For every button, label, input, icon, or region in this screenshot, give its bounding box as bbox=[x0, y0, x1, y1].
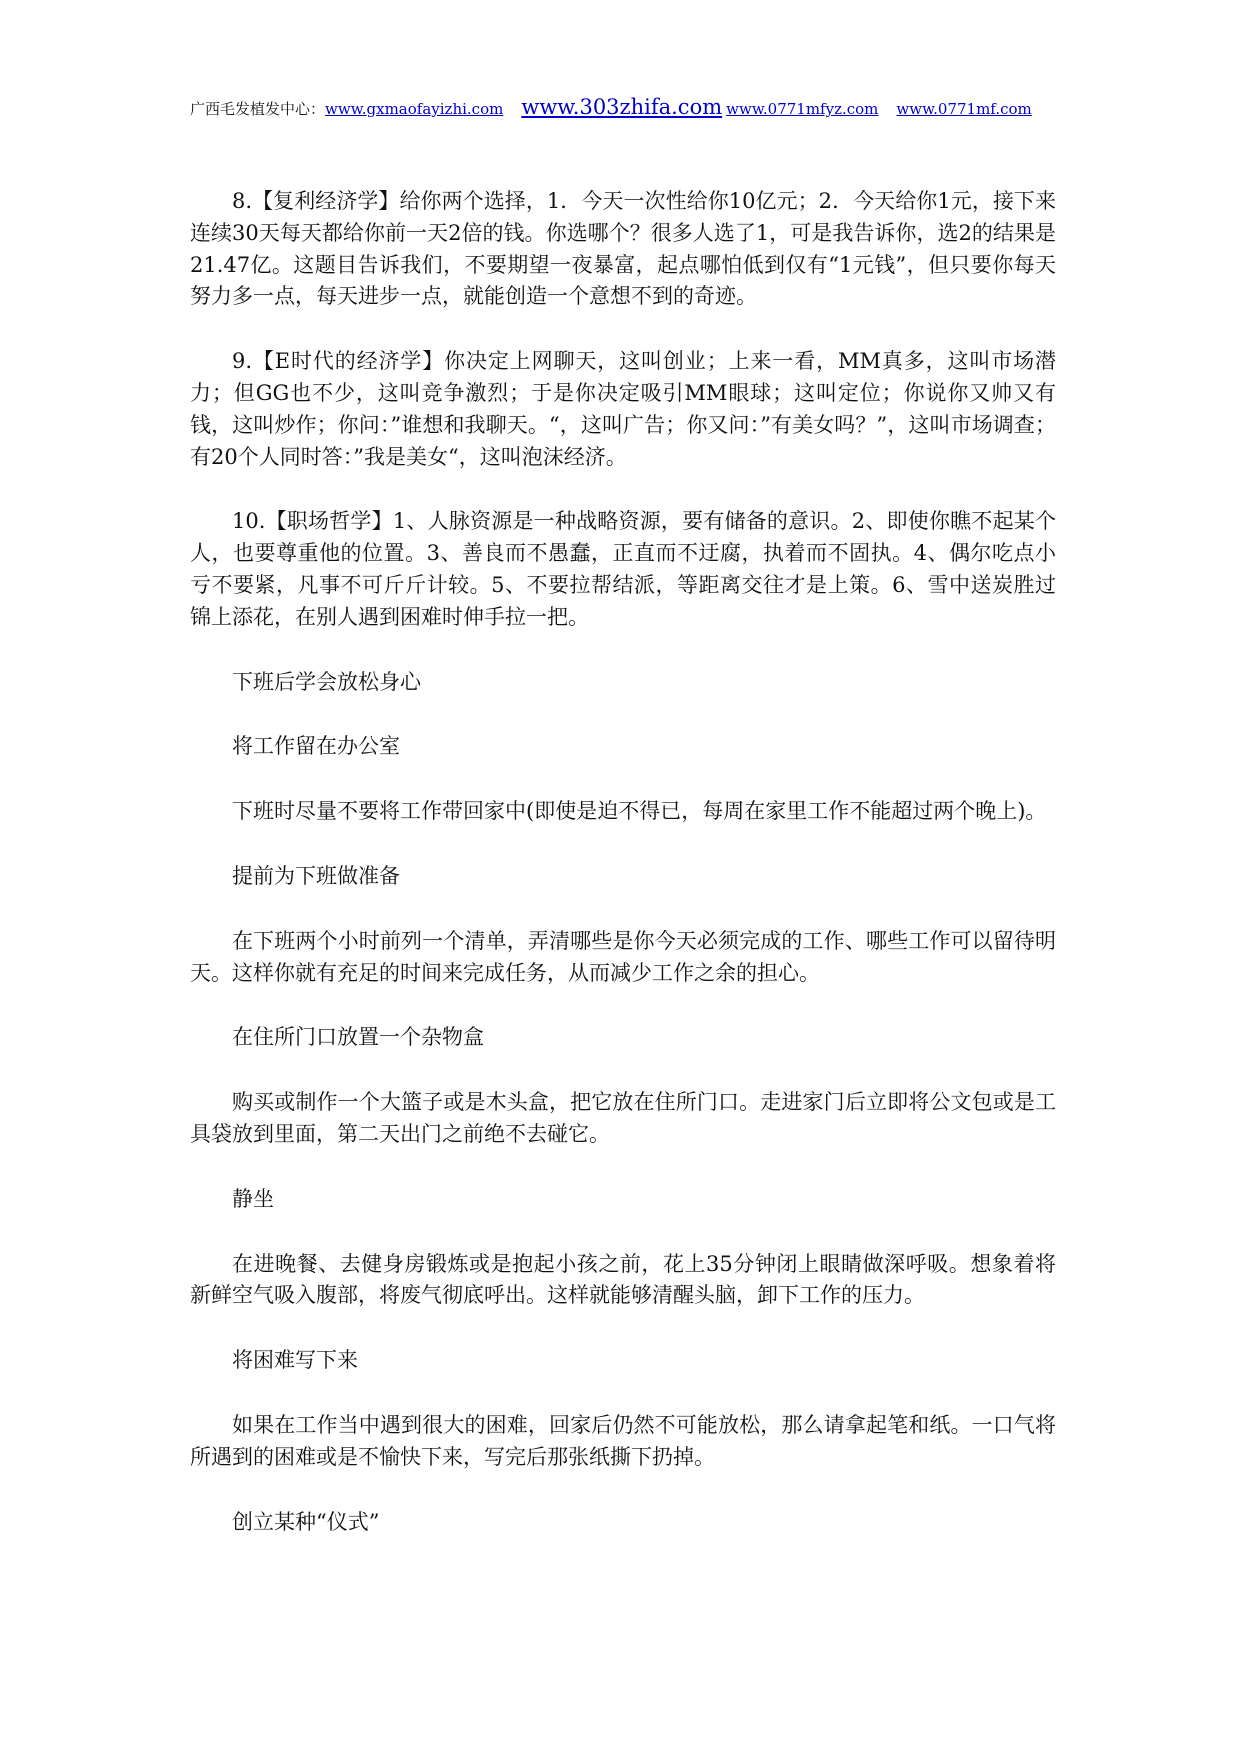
section-heading-relax: 下班后学会放松身心 bbox=[232, 669, 421, 694]
subheading-meditate: 静坐 bbox=[232, 1186, 274, 1211]
paragraph-workplace-philosophy: 10.【职场哲学】1、人脉资源是一种战略资源，要有储备的意识。2、即使你瞧不起某个人，也要尊重他的位置。3、善良而不愚蠢，正直而不迂腐，执着而不固执。4、偶尔吃点小亏不要紧，凡事不可斤斤计较。5、不要拉帮结派，等距离交往才是上策。6、雪中送炭胜过锦上添花，在别人遇到困难时伸手拉一把。 bbox=[190, 509, 1056, 629]
paragraph-prepare: 在下班两个小时前列一个清单，弄清哪些是你今天必须完成的工作、哪些工作可以留待明天。这样你就有充足的时间来完成任务，从而减少工作之余的担心。 bbox=[190, 928, 1056, 985]
site-label: 广西毛发植发中心： bbox=[190, 100, 326, 118]
page-header bbox=[190, 92, 1060, 122]
paragraph-box: 购买或制作一个大篮子或是木头盒，把它放在住所门口。走进家门后立即将公文包或是工具袋放到里面，第二天出门之前绝不去碰它。 bbox=[190, 1090, 1056, 1146]
link-0771mfyz[interactable]: www.0771mfyz.com bbox=[726, 100, 879, 118]
paragraph-write-down: 如果在工作当中遇到很大的困难，回家后仍然不可能放松，那么请拿起笔和纸。一口气将所遇到的困难或是不愉快下来，写完后那张纸撕下扔掉。 bbox=[190, 1412, 1056, 1469]
subheading-prepare: 提前为下班做准备 bbox=[232, 863, 400, 888]
paragraph-compound-economics: 8.【复利经济学】给你两个选择，1．今天一次性给你10亿元；2．今天给你1元，接下来连续30天每天都给你前一天2倍的钱。你选哪个？很多人选了1，可是我告诉你，选2的结果是21.47亿。这题目告诉我们，不要期望一夜暴富，起点哪怕低到仅有“1元钱”，但只要你每天努力多一点，每天进步一点，就能创造一个意想不到的奇迹。 bbox=[190, 189, 1056, 309]
document-body bbox=[190, 186, 1056, 1571]
link-0771mf[interactable]: www.0771mf.com bbox=[896, 100, 1032, 118]
link-gxmaofayizhi[interactable]: www.gxmaofayizhi.com bbox=[325, 100, 504, 118]
paragraph-e-era-economics: 9.【E时代的经济学】你决定上网聊天，这叫创业；上来一看，MM真多，这叫市场潜力；但GG也不少，这叫竞争激烈；于是你决定吸引MM眼球；这叫定位；你说你又帅又有钱，这叫炒作；你问：”谁想和我聊天。“，这叫广告；你又问：”有美女吗？”，这叫市场调查；有20个人同时答：”我是美女“，这叫泡沫经济。 bbox=[190, 349, 1056, 469]
paragraph-leave-work: 下班时尽量不要将工作带回家中(即使是迫不得已，每周在家里工作不能超过两个晚上)。 bbox=[232, 799, 1047, 824]
paragraph-meditate: 在进晚餐、去健身房锻炼或是抱起小孩之前，花上35分钟闭上眼睛做深呼吸。想象着将新鲜空气吸入腹部，将废气彻底呼出。这样就能够清醒头脑，卸下工作的压力。 bbox=[190, 1251, 1056, 1308]
subheading-ritual: 创立某种“仪式” bbox=[232, 1509, 380, 1534]
subheading-leave-work: 将工作留在办公室 bbox=[232, 734, 400, 759]
subheading-box: 在住所门口放置一个杂物盒 bbox=[232, 1025, 484, 1050]
subheading-write-down: 将困难写下来 bbox=[232, 1348, 358, 1373]
link-303zhifa[interactable]: www.303zhifa.com bbox=[521, 95, 723, 119]
